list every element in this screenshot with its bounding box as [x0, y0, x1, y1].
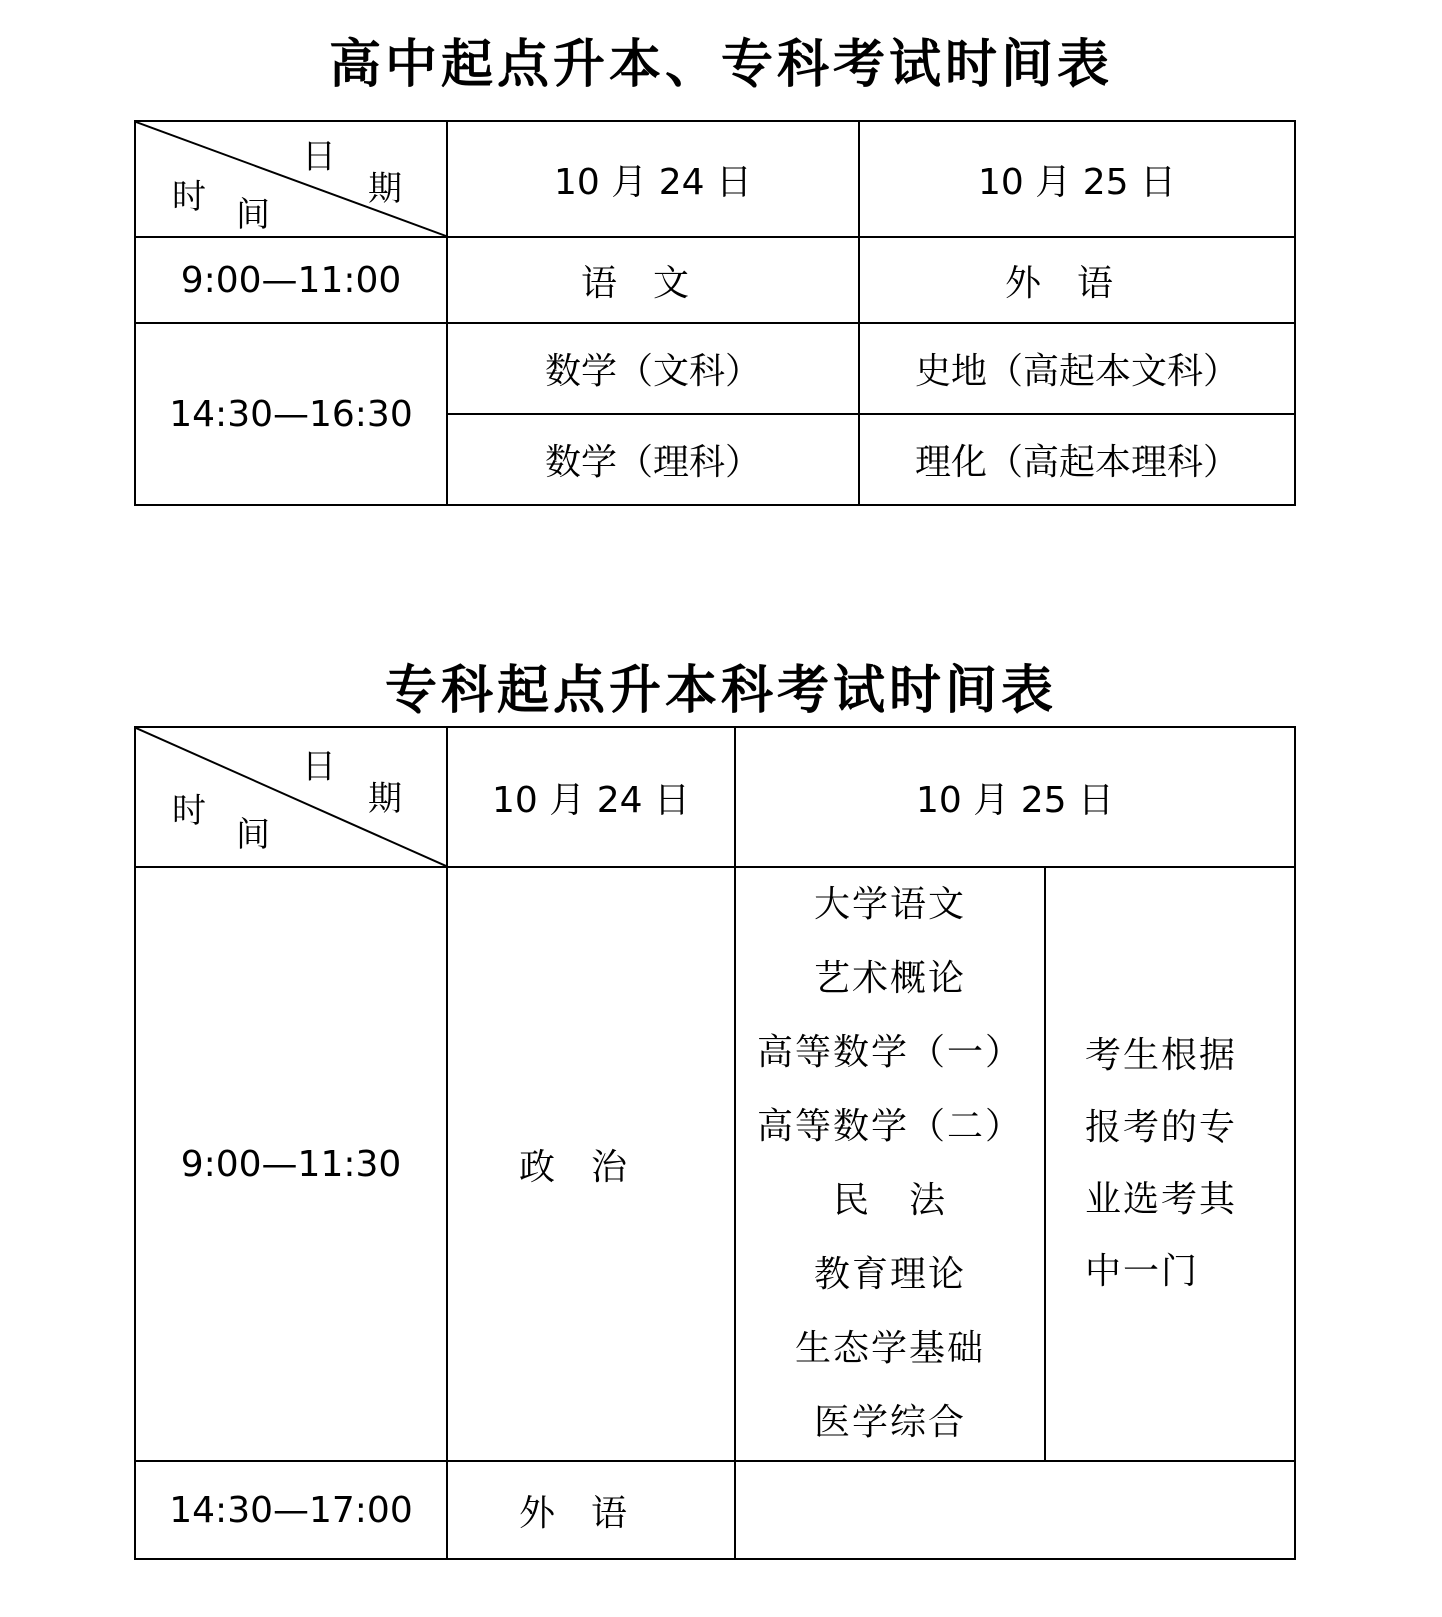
subject-list [736, 868, 1044, 1460]
note-cell [1045, 867, 1295, 1461]
corner-time-char-1: 时 [172, 177, 206, 217]
schedule-table-2 [134, 726, 1296, 1560]
corner-header-cell [135, 121, 447, 237]
subject-cell: 理化（高起本理科） [859, 414, 1295, 505]
corner-time-char-2: 间 [236, 195, 270, 235]
date-header-2: 10 月 25 日 [859, 121, 1295, 237]
schedule-table-1 [134, 120, 1296, 506]
table1-title: 高中起点升本、专科考试时间表 [328, 34, 1113, 95]
time-slot-morning: 9:00—11:30 [135, 867, 447, 1461]
subject-item: 艺术概论 [813, 958, 966, 999]
subject-label: 外语 [518, 1492, 663, 1534]
date-header-2: 10 月 25 日 [735, 727, 1295, 867]
corner-date-char-1: 日 [302, 137, 336, 177]
subject-item: 生态学基础 [794, 1328, 985, 1369]
subject-cell [447, 1461, 735, 1559]
time-slot-afternoon: 14:30—16:30 [135, 323, 447, 505]
time-slot-afternoon: 14:30—17:00 [135, 1461, 447, 1559]
subject-cell: 史地（高起本文科） [859, 323, 1295, 414]
empty-cell [735, 1461, 1295, 1559]
subject-item: 高等数学（一） [756, 1032, 1023, 1073]
subject-cell [859, 237, 1295, 323]
table2-title: 专科起点升本科考试时间表 [384, 660, 1057, 721]
subject-cell: 数学（文科） [447, 323, 859, 414]
date-header-1: 10 月 24 日 [447, 121, 859, 237]
subject-label: 外语 [1004, 262, 1149, 304]
subject-label: 语文 [580, 262, 725, 304]
subject-item: 大学语文 [813, 884, 966, 925]
corner-header-cell [135, 727, 447, 867]
subject-item: 医学综合 [813, 1402, 966, 1443]
subject-cell [447, 867, 735, 1461]
corner-time-char-1: 时 [172, 791, 206, 831]
selection-note: 考生根据报考的专业选考其中一门 [1085, 1035, 1238, 1292]
corner-date-char-2: 期 [368, 169, 402, 209]
corner-date-char-1: 日 [302, 747, 336, 787]
subject-item: 民 法 [832, 1180, 947, 1221]
corner-date-char-2: 期 [368, 779, 402, 819]
subject-item: 教育理论 [813, 1254, 966, 1295]
subject-item: 高等数学（二） [756, 1106, 1023, 1147]
date-header-1: 10 月 24 日 [447, 727, 735, 867]
subject-cell: 数学（理科） [447, 414, 859, 505]
time-slot-morning: 9:00—11:00 [135, 237, 447, 323]
subject-label: 政治 [518, 1146, 663, 1188]
subject-list-cell [735, 867, 1045, 1461]
subject-cell [447, 237, 859, 323]
corner-time-char-2: 间 [236, 815, 270, 855]
